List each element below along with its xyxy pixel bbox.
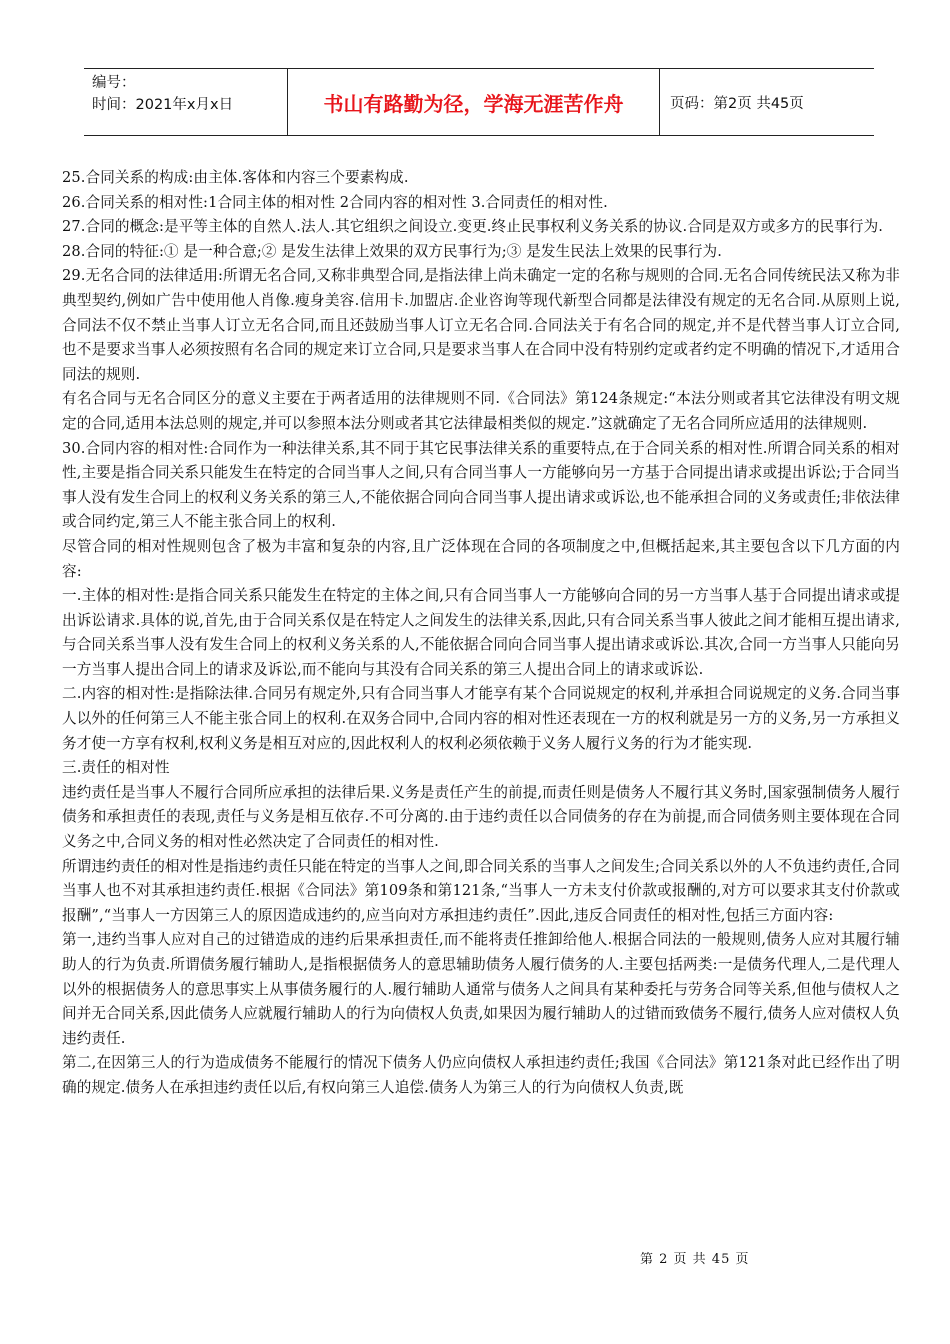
paragraph: 违约责任是当事人不履行合同所应承担的法律后果.义务是责任产生的前提,而责任则是债务人不履行其义务时,国家强制债务人履行债务和承担责任的表现,责任与义务是相互依存.不可分离的.由于违约责任以合同债务的存在为前提,而合同债务则主要体现在合同义务之中,合同义务的相对性必然决定了合同责任的相对性. — [62, 783, 900, 851]
header-page-info: 页码：第2页 共45页 — [670, 95, 804, 112]
page-header — [84, 68, 874, 136]
paragraph: 27.合同的概念:是平等主体的自然人.法人.其它组织之间设立.变更.终止民事权利义务关系的协议.合同是双方或多方的民事行为. — [62, 218, 884, 236]
document-body — [62, 166, 900, 1101]
paragraph: 30.合同内容的相对性:合同作为一种法律关系,其不同于其它民事法律关系的重要特点,在于合同关系的相对性.所谓合同关系的相对性,主要是指合同关系只能发生在特定的合同当事人之间,只有合同当事人一方能够向另一方基于合同提出请求或提出诉讼;于合同当事人没有发生合同上的权利义务关系的第三人,不能依据合同向合同当事人提出请求或诉讼,也不能承担合同的义务或责任;非依法律或合同约定,第三人不能主张合同上的权利. — [62, 439, 900, 531]
paragraph: 尽管合同的相对性规则包含了极为丰富和复杂的内容,且广泛体现在合同的各项制度之中,但概括起来,其主要包含以下几方面的内容: — [62, 537, 900, 580]
header-motto: 书山有路勤为径，学海无涯苦作舟 — [288, 69, 660, 135]
paragraph: 所谓违约责任的相对性是指违约责任只能在特定的当事人之间,即合同关系的当事人之间发生;合同关系以外的人不负违约责任,合同当事人也不对其承担违约责任.根据《合同法》第109条和第121条,“当事人一方未支付价款或报酬的,对方可以要求其支付价款或报酬”,“当事人一方因第三人的原因造成违约的,应当向对方承担违约责任”.因此,违反合同责任的相对性,包括三方面内容: — [62, 857, 900, 924]
paragraph: 26.合同关系的相对性:1合同主体的相对性 2合同内容的相对性 3.合同责任的相对性. — [62, 193, 608, 211]
paragraph: 28.合同的特征:① 是一种合意;② 是发生法律上效果的双方民事行为;③ 是发生民法上效果的民事行为. — [62, 242, 722, 260]
header-meta — [84, 69, 288, 135]
paragraph: 第二,在因第三人的行为造成债务不能履行的情况下债务人仍应向债权人承担违约责任;我国《合同法》第121条对此已经作出了明确的规定.债务人在承担违约责任以后,有权向第三人追偿.债务人为第三人的行为向债权人负责,既 — [62, 1054, 900, 1096]
paragraph: 第一,违约当事人应对自己的过错造成的违约后果承担责任,而不能将责任推卸给他人.根据合同法的一般规则,债务人应对其履行辅助人的行为负责.所谓债务履行辅助人,是指根据债务人的意思辅助债务人履行债务的人.主要包括两类:一是债务代理人,二是代理人以外的根据债务人的意思事实上从事债务履行的人.履行辅助人通常与债务人之间具有某种委托与劳务合同等关系,但他与债权人之间并无合同关系,因此债务人应就履行辅助人的行为向债权人负责,如果因为履行辅助人的过错而致债务不履行,债务人应对债权人负违约责任. — [62, 931, 900, 1047]
paragraph: 29.无名合同的法律适用:所谓无名合同,又称非典型合同,是指法律上尚未确定一定的名称与规则的合同.无名合同传统民法又称为非典型契约,例如广告中使用他人肖像.瘦身美容.信用卡.加盟店.企业咨询等现代新型合同都是法律没有规定的无名合同.从原则上说,合同法不仅不禁止当事人订立无名合同,而且还鼓励当事人订立无名合同.合同法关于有名合同的规定,并不是代替当事人订立合同,也不是要求当事人必须按照有名合同的规定来订立合同,只是要求当事人在合同中没有特别约定或者约定不明确的情况下,才适用合同法的规则. — [62, 267, 900, 383]
paragraph: 三.责任的相对性 — [62, 759, 170, 777]
paragraph: 一.主体的相对性:是指合同关系只能发生在特定的主体之间,只有合同当事人一方能够向合同的另一方当事人基于合同提出请求或提出诉讼请求.具体的说,首先,由于合同关系仅是在特定人之间发生的法律关系,因此,只有合同关系当事人彼此之间才能相互提出请求,与合同关系当事人没有发生合同上的权利义务关系的人,不能依据合同向合同当事人提出请求或诉讼.其次,合同一方当事人只能向另一方当事人提出合同上的请求及诉讼,而不能向与其没有合同关系的第三人提出合同上的请求或诉讼. — [62, 587, 900, 678]
time-label: 时间：2021年x月x日 — [92, 97, 234, 113]
paragraph: 25.合同关系的构成:由主体.客体和内容三个要素构成. — [62, 169, 409, 186]
paragraph: 二.内容的相对性:是指除法律.合同另有规定外,只有合同当事人才能享有某个合同说规定的权利,并承担合同说规定的义务.合同当事人以外的任何第三人不能主张合同上的权利.在双务合同中,合同内容的相对性还表现在一方的权利就是另一方的义务,另一方承担义务才使一方享有权利,权利义务是相互对应的,因此权利人的权利必须依赖于义务人履行义务的行为才能实现. — [62, 685, 900, 752]
number-label: 编号： — [92, 75, 136, 91]
page-footer: 第 2 页 共 45 页 — [640, 1252, 750, 1267]
paragraph: 有名合同与无名合同区分的意义主要在于两者适用的法律规则不同.《合同法》第124条规定:“本法分则或者其它法律没有明文规定的合同,适用本法总则的规定,并可以参照本法分则或者其它法律最相类似的规定.”这就确定了无名合同所应适用的法律规则. — [62, 390, 900, 432]
